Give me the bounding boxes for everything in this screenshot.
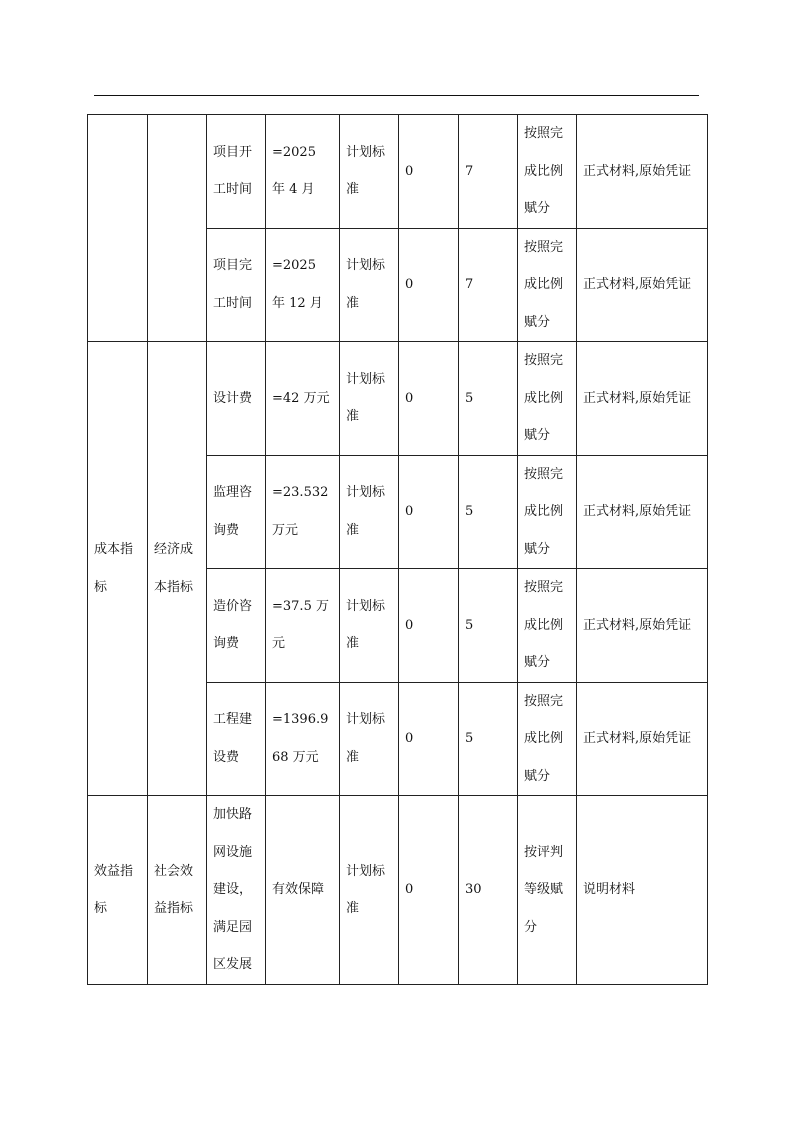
subcategory-cell: 经济成本指标	[148, 342, 207, 796]
target-value-cell: =2025 年 4 月	[266, 115, 340, 229]
scoring-method-cell: 按照完成比例赋分	[518, 342, 577, 456]
min-score-cell: 0	[399, 115, 459, 229]
scoring-method-cell: 按照完成比例赋分	[518, 455, 577, 569]
performance-indicator-table	[87, 114, 708, 985]
score-cell: 7	[459, 115, 518, 229]
subcategory-cell-empty	[148, 115, 207, 342]
score-cell: 5	[459, 682, 518, 796]
table-row	[88, 342, 708, 456]
indicator-cell: 工程建设费	[207, 682, 266, 796]
indicator-cell: 项目完工时间	[207, 228, 266, 342]
scoring-method-cell: 按照完成比例赋分	[518, 682, 577, 796]
evidence-cell: 正式材料,原始凭证	[577, 115, 708, 229]
target-value-cell: =1396.968 万元	[266, 682, 340, 796]
score-cell: 7	[459, 228, 518, 342]
indicator-cell: 加快路网设施建设，满足园区发展	[207, 796, 266, 985]
target-value-cell: 有效保障	[266, 796, 340, 985]
min-score-cell: 0	[399, 342, 459, 456]
category-cell-empty	[88, 115, 148, 342]
min-score-cell: 0	[399, 682, 459, 796]
category-cell: 成本指标	[88, 342, 148, 796]
standard-cell: 计划标准	[340, 455, 399, 569]
standard-cell: 计划标准	[340, 228, 399, 342]
evidence-cell: 说明材料	[577, 796, 708, 985]
scoring-method-cell: 按照完成比例赋分	[518, 115, 577, 229]
standard-cell: 计划标准	[340, 342, 399, 456]
target-value-cell: =42 万元	[266, 342, 340, 456]
table-row	[88, 115, 708, 229]
evidence-cell: 正式材料,原始凭证	[577, 342, 708, 456]
standard-cell: 计划标准	[340, 115, 399, 229]
score-cell: 5	[459, 569, 518, 683]
target-value-cell: =23.532 万元	[266, 455, 340, 569]
indicator-cell: 设计费	[207, 342, 266, 456]
evidence-cell: 正式材料,原始凭证	[577, 682, 708, 796]
standard-cell: 计划标准	[340, 796, 399, 985]
target-value-cell: =2025 年 12 月	[266, 228, 340, 342]
min-score-cell: 0	[399, 228, 459, 342]
score-cell: 5	[459, 455, 518, 569]
scoring-method-cell: 按照完成比例赋分	[518, 228, 577, 342]
min-score-cell: 0	[399, 796, 459, 985]
evidence-cell: 正式材料,原始凭证	[577, 455, 708, 569]
evidence-cell: 正式材料,原始凭证	[577, 228, 708, 342]
evidence-cell: 正式材料,原始凭证	[577, 569, 708, 683]
scoring-method-cell: 按评判等级赋分	[518, 796, 577, 985]
min-score-cell: 0	[399, 455, 459, 569]
table-row	[88, 796, 708, 985]
min-score-cell: 0	[399, 569, 459, 683]
standard-cell: 计划标准	[340, 569, 399, 683]
subcategory-cell: 社会效益指标	[148, 796, 207, 985]
indicator-cell: 监理咨询费	[207, 455, 266, 569]
indicator-cell: 造价咨询费	[207, 569, 266, 683]
score-cell: 5	[459, 342, 518, 456]
indicator-cell: 项目开工时间	[207, 115, 266, 229]
standard-cell: 计划标准	[340, 682, 399, 796]
header-rule	[94, 95, 699, 96]
score-cell: 30	[459, 796, 518, 985]
target-value-cell: =37.5 万元	[266, 569, 340, 683]
scoring-method-cell: 按照完成比例赋分	[518, 569, 577, 683]
category-cell: 效益指标	[88, 796, 148, 985]
